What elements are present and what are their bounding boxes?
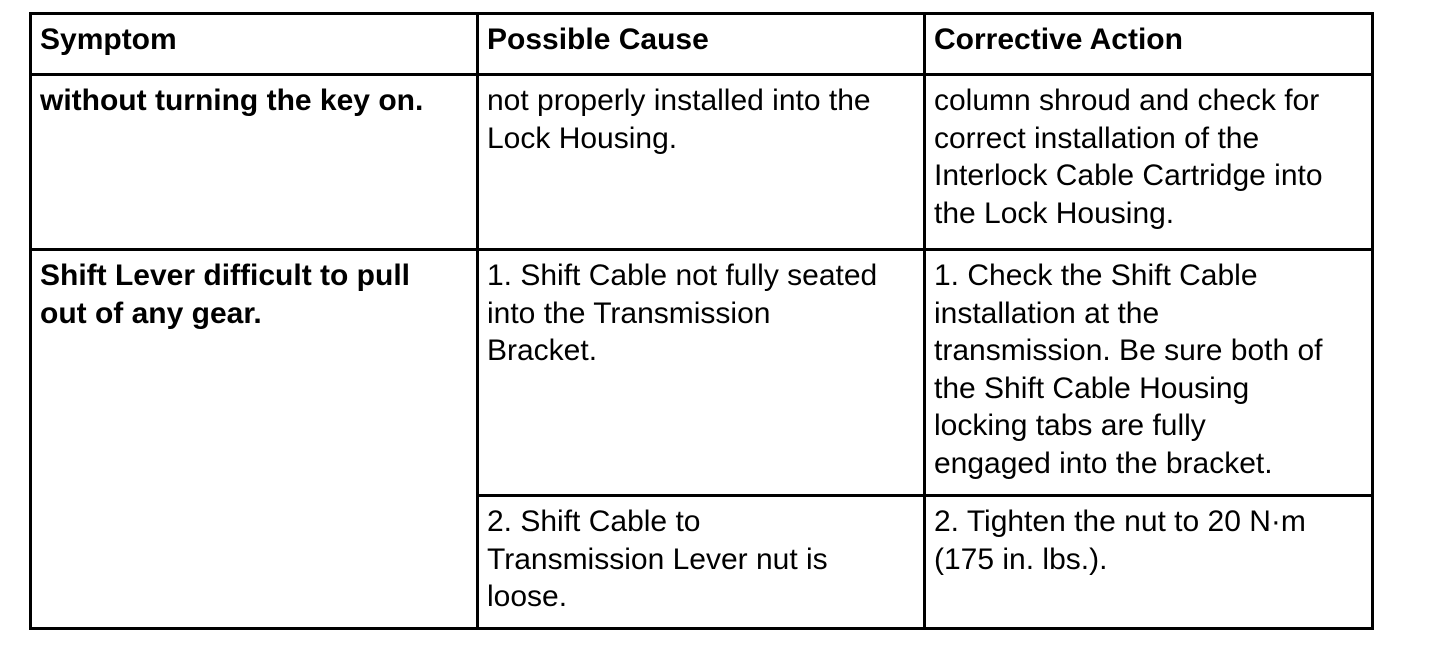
action-cell	[925, 75, 1373, 250]
action-line: (175 in. lbs.).	[934, 542, 1108, 576]
cause-line: Transmission Lever nut is	[487, 542, 828, 576]
symptom-line: out of any gear.	[40, 296, 262, 330]
action-line: the Lock Housing.	[934, 196, 1175, 230]
action-line: correct installation of the	[934, 121, 1260, 155]
table-row	[31, 75, 1373, 250]
symptom-cell	[31, 250, 478, 629]
symptom-cell	[31, 75, 478, 250]
action-line: the Shift Cable Housing	[934, 371, 1250, 405]
action-line: 2. Tighten the nut to 20 N·m	[934, 505, 1306, 538]
cause-line: Lock Housing.	[487, 121, 678, 155]
cause-line: Bracket.	[487, 334, 598, 367]
header-possible-cause: Possible Cause	[478, 14, 925, 75]
cause-cell	[478, 496, 925, 629]
action-line: engaged into the bracket.	[934, 446, 1273, 480]
action-line: installation at the	[934, 296, 1160, 330]
table-row	[31, 250, 1373, 496]
action-cell	[925, 496, 1373, 629]
cause-line: into the Transmission	[487, 296, 771, 330]
header-symptom: Symptom	[31, 14, 478, 75]
cause-line: 2. Shift Cable to	[487, 505, 701, 538]
cause-line: not properly installed into the	[487, 84, 871, 117]
cause-cell	[478, 250, 925, 496]
symptom-line: without turning the key on.	[40, 84, 424, 117]
action-line: transmission. Be sure both of	[934, 334, 1323, 367]
action-line: column shroud and check for	[934, 84, 1320, 117]
diagnosis-table	[29, 12, 1374, 630]
action-line: 1. Check the Shift Cable	[934, 259, 1258, 292]
symptom-line: Shift Lever difficult to pull	[40, 259, 410, 292]
table-header-row	[31, 14, 1373, 75]
action-cell	[925, 250, 1373, 496]
cause-cell	[478, 75, 925, 250]
action-line: Interlock Cable Cartridge into	[934, 159, 1323, 192]
cause-line: loose.	[487, 580, 568, 613]
action-line: locking tabs are fully	[934, 409, 1206, 442]
cause-line: 1. Shift Cable not fully seated	[487, 259, 878, 292]
header-corrective-action: Corrective Action	[925, 14, 1373, 75]
